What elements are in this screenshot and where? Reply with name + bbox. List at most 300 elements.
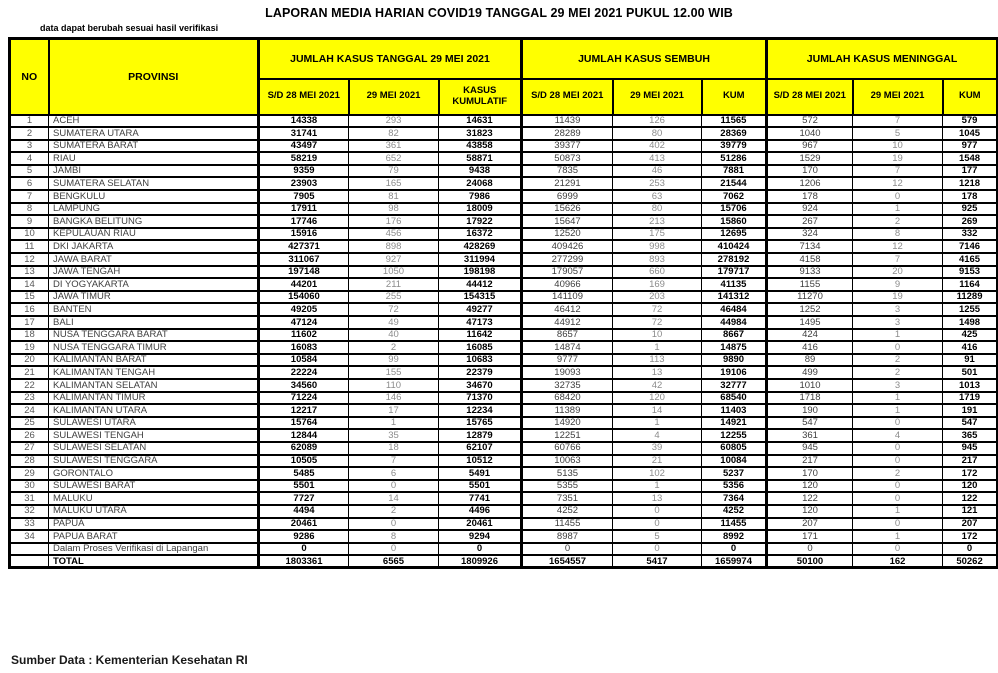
cell-no: 22 <box>10 379 49 392</box>
table-row <box>10 228 998 241</box>
cell-meninggal-baru: 2 <box>853 354 943 367</box>
cell-kasus-baru: 14 <box>349 492 439 505</box>
table-row <box>10 303 998 316</box>
cell-meninggal-sd: 945 <box>767 442 853 455</box>
cell-kasus-sd: 7727 <box>259 492 349 505</box>
table-row <box>10 530 998 543</box>
cell-kasus-sd: 7905 <box>259 190 349 203</box>
cell-kasus-sd: 427371 <box>259 240 349 253</box>
cell-provinsi: NUSA TENGGARA BARAT <box>49 329 259 342</box>
cell-no: 27 <box>10 442 49 455</box>
header-sembuh-sd: S/D 28 MEI 2021 <box>522 79 613 115</box>
cell-meninggal-baru: 12 <box>853 177 943 190</box>
cell-kasus-kumulatif: 62107 <box>439 442 522 455</box>
cell-sembuh-sd: 8657 <box>522 329 613 342</box>
cell-kasus-kumulatif: 31823 <box>439 127 522 140</box>
cell-meninggal-sd: 1155 <box>767 278 853 291</box>
cell-provinsi: LAMPUNG <box>49 203 259 216</box>
cell-meninggal-baru: 0 <box>853 417 943 430</box>
cell-sembuh-sd: 39377 <box>522 140 613 153</box>
cell-sembuh-sd: 44912 <box>522 316 613 329</box>
cell-kasus-baru: 293 <box>349 115 439 128</box>
cell-meninggal-baru: 0 <box>853 480 943 493</box>
cell-kasus-kumulatif: 5501 <box>439 480 522 493</box>
cell-no: 24 <box>10 404 49 417</box>
cell-provinsi: JAMBI <box>49 165 259 178</box>
cell-sembuh-baru: 0 <box>613 543 702 556</box>
cell-kasus-sd: 9286 <box>259 530 349 543</box>
cell-no: 11 <box>10 240 49 253</box>
cell-sembuh-baru: 42 <box>613 379 702 392</box>
cell-sembuh-baru: 13 <box>613 366 702 379</box>
cell-kasus-baru: 155 <box>349 366 439 379</box>
cell-kasus-sd: 11602 <box>259 329 349 342</box>
cell-meninggal-kum: 1218 <box>943 177 998 190</box>
cell-sembuh-sd: 15626 <box>522 203 613 216</box>
cell-no: 33 <box>10 518 49 531</box>
cell-meninggal-sd: 572 <box>767 115 853 128</box>
cell-sembuh-baru: 10 <box>613 329 702 342</box>
cell-kasus-sd: 154060 <box>259 291 349 304</box>
header-kasus-kumulatif: KASUS KUMULATIF <box>439 79 522 115</box>
cell-sembuh-sd: 0 <box>522 543 613 556</box>
cell-meninggal-baru: 20 <box>853 266 943 279</box>
cell-meninggal-baru: 0 <box>853 190 943 203</box>
cell-meninggal-kum: 1255 <box>943 303 998 316</box>
cell-meninggal-sd: 0 <box>767 543 853 556</box>
cell-sembuh-kum: 19106 <box>702 366 767 379</box>
cell-provinsi: SUMATERA UTARA <box>49 127 259 140</box>
table-row <box>10 341 998 354</box>
cell-meninggal-baru: 3 <box>853 303 943 316</box>
cell-meninggal-kum: 91 <box>943 354 998 367</box>
cell-meninggal-baru: 4 <box>853 429 943 442</box>
header-meninggal-sd: S/D 28 MEI 2021 <box>767 79 853 115</box>
cell-meninggal-sd: 9133 <box>767 266 853 279</box>
cell-sembuh-kum: 15860 <box>702 215 767 228</box>
cell-meninggal-baru: 1 <box>853 329 943 342</box>
cell-meninggal-sd: 89 <box>767 354 853 367</box>
table-row <box>10 266 998 279</box>
table-row <box>10 278 998 291</box>
cell-sembuh-sd: 7351 <box>522 492 613 505</box>
cell-no: 3 <box>10 140 49 153</box>
cell-kasus-kumulatif: 198198 <box>439 266 522 279</box>
cell-no <box>10 543 49 556</box>
cell-no: 14 <box>10 278 49 291</box>
cell-kasus-kumulatif: 428269 <box>439 240 522 253</box>
cell-sembuh-sd: 50873 <box>522 152 613 165</box>
cell-no: 10 <box>10 228 49 241</box>
cell-kasus-kumulatif: 9438 <box>439 165 522 178</box>
cell-kasus-baru: 110 <box>349 379 439 392</box>
cell-provinsi: JAWA TENGAH <box>49 266 259 279</box>
cell-provinsi: GORONTALO <box>49 467 259 480</box>
cell-no: 1 <box>10 115 49 128</box>
cell-sembuh-sd: 141109 <box>522 291 613 304</box>
cell-meninggal-kum: 332 <box>943 228 998 241</box>
cell-no: 17 <box>10 316 49 329</box>
cell-meninggal-baru: 19 <box>853 152 943 165</box>
cell-meninggal-sd: 1206 <box>767 177 853 190</box>
cell-kasus-sd: 71224 <box>259 392 349 405</box>
cell-no: 18 <box>10 329 49 342</box>
cell-sembuh-kum: 1659974 <box>702 555 767 568</box>
table-row <box>10 392 998 405</box>
cell-meninggal-sd: 1495 <box>767 316 853 329</box>
cell-kasus-kumulatif: 16085 <box>439 341 522 354</box>
cell-meninggal-baru: 0 <box>853 455 943 468</box>
cell-kasus-sd: 58219 <box>259 152 349 165</box>
cell-sembuh-sd: 277299 <box>522 253 613 266</box>
table-body <box>10 115 998 568</box>
cell-sembuh-sd: 9777 <box>522 354 613 367</box>
cell-kasus-sd: 4494 <box>259 505 349 518</box>
cell-meninggal-kum: 178 <box>943 190 998 203</box>
cell-kasus-sd: 5501 <box>259 480 349 493</box>
cell-provinsi: KALIMANTAN TENGAH <box>49 366 259 379</box>
cell-meninggal-baru: 0 <box>853 518 943 531</box>
cell-kasus-kumulatif: 0 <box>439 543 522 556</box>
cell-sembuh-kum: 11455 <box>702 518 767 531</box>
cell-sembuh-baru: 1 <box>613 417 702 430</box>
cell-sembuh-kum: 9890 <box>702 354 767 367</box>
cell-kasus-sd: 47124 <box>259 316 349 329</box>
cell-sembuh-kum: 12255 <box>702 429 767 442</box>
cell-kasus-baru: 99 <box>349 354 439 367</box>
cell-meninggal-baru: 0 <box>853 492 943 505</box>
cell-kasus-baru: 72 <box>349 303 439 316</box>
cell-meninggal-sd: 416 <box>767 341 853 354</box>
cell-kasus-baru: 1 <box>349 417 439 430</box>
cell-sembuh-kum: 141312 <box>702 291 767 304</box>
cell-meninggal-kum: 4165 <box>943 253 998 266</box>
cell-sembuh-baru: 203 <box>613 291 702 304</box>
cell-kasus-baru: 0 <box>349 480 439 493</box>
cell-sembuh-sd: 68420 <box>522 392 613 405</box>
cell-sembuh-kum: 8667 <box>702 329 767 342</box>
cell-sembuh-sd: 14874 <box>522 341 613 354</box>
cell-meninggal-baru: 3 <box>853 379 943 392</box>
cell-sembuh-kum: 8992 <box>702 530 767 543</box>
cell-sembuh-kum: 11403 <box>702 404 767 417</box>
cell-meninggal-sd: 120 <box>767 480 853 493</box>
cell-sembuh-sd: 60766 <box>522 442 613 455</box>
cell-kasus-sd: 1803361 <box>259 555 349 568</box>
cell-kasus-kumulatif: 10512 <box>439 455 522 468</box>
cell-no: 8 <box>10 203 49 216</box>
cell-sembuh-baru: 72 <box>613 316 702 329</box>
cell-meninggal-kum: 1719 <box>943 392 998 405</box>
cell-sembuh-baru: 80 <box>613 127 702 140</box>
cell-kasus-baru: 18 <box>349 442 439 455</box>
cell-kasus-kumulatif: 17922 <box>439 215 522 228</box>
cell-meninggal-kum: 177 <box>943 165 998 178</box>
cell-sembuh-kum: 7062 <box>702 190 767 203</box>
cell-kasus-baru: 2 <box>349 505 439 518</box>
table-row <box>10 417 998 430</box>
cell-kasus-sd: 15916 <box>259 228 349 241</box>
cell-sembuh-sd: 14920 <box>522 417 613 430</box>
cell-meninggal-sd: 499 <box>767 366 853 379</box>
cell-kasus-sd: 34560 <box>259 379 349 392</box>
cell-sembuh-baru: 253 <box>613 177 702 190</box>
cell-meninggal-sd: 171 <box>767 530 853 543</box>
cell-sembuh-kum: 32777 <box>702 379 767 392</box>
table-row <box>10 404 998 417</box>
cell-no: 25 <box>10 417 49 430</box>
cell-sembuh-baru: 5417 <box>613 555 702 568</box>
cell-kasus-kumulatif: 1809926 <box>439 555 522 568</box>
cell-meninggal-baru: 9 <box>853 278 943 291</box>
cell-provinsi: PAPUA <box>49 518 259 531</box>
cell-sembuh-baru: 120 <box>613 392 702 405</box>
cell-no: 31 <box>10 492 49 505</box>
cell-meninggal-sd: 207 <box>767 518 853 531</box>
cell-meninggal-kum: 1164 <box>943 278 998 291</box>
table-row <box>10 115 998 128</box>
header-meninggal-kum: KUM <box>943 79 998 115</box>
cell-sembuh-kum: 44984 <box>702 316 767 329</box>
cell-kasus-kumulatif: 5491 <box>439 467 522 480</box>
cell-sembuh-baru: 13 <box>613 492 702 505</box>
cell-no: 21 <box>10 366 49 379</box>
header-sembuh-baru: 29 MEI 2021 <box>613 79 702 115</box>
cell-sembuh-baru: 1 <box>613 480 702 493</box>
cell-meninggal-kum: 1045 <box>943 127 998 140</box>
cell-sembuh-baru: 213 <box>613 215 702 228</box>
cell-kasus-sd: 14338 <box>259 115 349 128</box>
cell-no: 9 <box>10 215 49 228</box>
table-row <box>10 165 998 178</box>
header-kasus-sd: S/D 28 MEI 2021 <box>259 79 349 115</box>
cell-meninggal-baru: 7 <box>853 253 943 266</box>
cell-no: 20 <box>10 354 49 367</box>
cell-no: 12 <box>10 253 49 266</box>
cell-kasus-baru: 40 <box>349 329 439 342</box>
cell-meninggal-baru: 1 <box>853 505 943 518</box>
cell-meninggal-baru: 1 <box>853 530 943 543</box>
cell-sembuh-baru: 72 <box>613 303 702 316</box>
cell-sembuh-baru: 113 <box>613 354 702 367</box>
table-row <box>10 203 998 216</box>
cell-provinsi: MALUKU <box>49 492 259 505</box>
cell-kasus-baru: 49 <box>349 316 439 329</box>
cell-sembuh-kum: 46484 <box>702 303 767 316</box>
cell-kasus-baru: 0 <box>349 543 439 556</box>
cell-meninggal-sd: 11270 <box>767 291 853 304</box>
cell-meninggal-baru: 2 <box>853 215 943 228</box>
cell-kasus-kumulatif: 11642 <box>439 329 522 342</box>
cell-no: 28 <box>10 455 49 468</box>
table-row <box>10 455 998 468</box>
cell-sembuh-kum: 28369 <box>702 127 767 140</box>
cell-meninggal-kum: 11289 <box>943 291 998 304</box>
cell-kasus-baru: 927 <box>349 253 439 266</box>
table-row <box>10 215 998 228</box>
cell-meninggal-kum: 945 <box>943 442 998 455</box>
header-meninggal-baru: 29 MEI 2021 <box>853 79 943 115</box>
cell-meninggal-sd: 170 <box>767 165 853 178</box>
cell-sembuh-sd: 11439 <box>522 115 613 128</box>
cell-meninggal-kum: 217 <box>943 455 998 468</box>
cell-sembuh-kum: 51286 <box>702 152 767 165</box>
table-row <box>10 240 998 253</box>
cell-kasus-baru: 146 <box>349 392 439 405</box>
cell-kasus-sd: 44201 <box>259 278 349 291</box>
cell-provinsi: KALIMANTAN BARAT <box>49 354 259 367</box>
cell-meninggal-sd: 7134 <box>767 240 853 253</box>
cell-meninggal-baru: 0 <box>853 543 943 556</box>
cell-meninggal-kum: 977 <box>943 140 998 153</box>
cell-kasus-kumulatif: 44412 <box>439 278 522 291</box>
cell-provinsi: JAWA BARAT <box>49 253 259 266</box>
cell-kasus-kumulatif: 4496 <box>439 505 522 518</box>
table-row <box>10 253 998 266</box>
cell-provinsi: Dalam Proses Verifikasi di Lapangan <box>49 543 259 556</box>
cell-kasus-sd: 20461 <box>259 518 349 531</box>
cell-kasus-baru: 98 <box>349 203 439 216</box>
cell-kasus-sd: 12217 <box>259 404 349 417</box>
cell-provinsi: SULAWESI TENGAH <box>49 429 259 442</box>
cell-kasus-baru: 176 <box>349 215 439 228</box>
cell-sembuh-sd: 46412 <box>522 303 613 316</box>
cell-kasus-kumulatif: 12234 <box>439 404 522 417</box>
cell-provinsi: PAPUA BARAT <box>49 530 259 543</box>
cell-no: 2 <box>10 127 49 140</box>
cell-no <box>10 555 49 568</box>
cell-kasus-kumulatif: 43858 <box>439 140 522 153</box>
cell-sembuh-baru: 1 <box>613 341 702 354</box>
cell-provinsi: SULAWESI BARAT <box>49 480 259 493</box>
cell-kasus-baru: 0 <box>349 518 439 531</box>
cell-sembuh-kum: 4252 <box>702 505 767 518</box>
cell-meninggal-kum: 9153 <box>943 266 998 279</box>
cell-kasus-sd: 311067 <box>259 253 349 266</box>
cell-sembuh-sd: 5135 <box>522 467 613 480</box>
cell-no: 26 <box>10 429 49 442</box>
cell-kasus-kumulatif: 7986 <box>439 190 522 203</box>
cell-sembuh-baru: 0 <box>613 505 702 518</box>
cell-sembuh-sd: 1654557 <box>522 555 613 568</box>
cell-sembuh-kum: 14875 <box>702 341 767 354</box>
table-row <box>10 480 998 493</box>
cell-sembuh-kum: 60805 <box>702 442 767 455</box>
cell-sembuh-baru: 80 <box>613 203 702 216</box>
cell-no: 6 <box>10 177 49 190</box>
cell-sembuh-sd: 12520 <box>522 228 613 241</box>
cell-sembuh-baru: 39 <box>613 442 702 455</box>
cell-meninggal-kum: 172 <box>943 530 998 543</box>
cell-meninggal-baru: 1 <box>853 392 943 405</box>
cell-meninggal-baru: 162 <box>853 555 943 568</box>
cell-sembuh-kum: 14921 <box>702 417 767 430</box>
cell-sembuh-sd: 5355 <box>522 480 613 493</box>
cell-provinsi: KALIMANTAN SELATAN <box>49 379 259 392</box>
cell-kasus-sd: 17746 <box>259 215 349 228</box>
cell-kasus-sd: 49205 <box>259 303 349 316</box>
cell-kasus-baru: 211 <box>349 278 439 291</box>
cell-kasus-sd: 23903 <box>259 177 349 190</box>
cell-kasus-baru: 165 <box>349 177 439 190</box>
cell-provinsi: SULAWESI TENGGARA <box>49 455 259 468</box>
cell-kasus-sd: 22224 <box>259 366 349 379</box>
cell-kasus-kumulatif: 16372 <box>439 228 522 241</box>
cell-sembuh-kum: 15706 <box>702 203 767 216</box>
cell-meninggal-kum: 0 <box>943 543 998 556</box>
cell-meninggal-kum: 1548 <box>943 152 998 165</box>
table-row <box>10 177 998 190</box>
cell-kasus-kumulatif: 24068 <box>439 177 522 190</box>
cell-provinsi: BANGKA BELITUNG <box>49 215 259 228</box>
total-row <box>10 555 998 568</box>
cell-provinsi: BALI <box>49 316 259 329</box>
cell-meninggal-sd: 1040 <box>767 127 853 140</box>
cell-provinsi: TOTAL <box>49 555 259 568</box>
cell-kasus-baru: 8 <box>349 530 439 543</box>
cell-provinsi: BANTEN <box>49 303 259 316</box>
cell-kasus-sd: 16083 <box>259 341 349 354</box>
cell-kasus-sd: 197148 <box>259 266 349 279</box>
header-sembuh-kum: KUM <box>702 79 767 115</box>
cell-meninggal-sd: 170 <box>767 467 853 480</box>
cell-kasus-kumulatif: 58871 <box>439 152 522 165</box>
cell-sembuh-kum: 5237 <box>702 467 767 480</box>
cell-meninggal-kum: 1013 <box>943 379 998 392</box>
cell-meninggal-sd: 1252 <box>767 303 853 316</box>
cell-kasus-sd: 10505 <box>259 455 349 468</box>
table-row <box>10 152 998 165</box>
cell-sembuh-sd: 11455 <box>522 518 613 531</box>
cell-meninggal-sd: 547 <box>767 417 853 430</box>
cell-sembuh-sd: 15647 <box>522 215 613 228</box>
cell-meninggal-sd: 4158 <box>767 253 853 266</box>
cell-kasus-baru: 255 <box>349 291 439 304</box>
cell-no: 32 <box>10 505 49 518</box>
table-row <box>10 492 998 505</box>
cell-provinsi: RIAU <box>49 152 259 165</box>
cell-sembuh-baru: 14 <box>613 404 702 417</box>
table-header <box>10 39 998 115</box>
cell-sembuh-kum: 11565 <box>702 115 767 128</box>
cell-kasus-kumulatif: 49277 <box>439 303 522 316</box>
cell-meninggal-kum: 7146 <box>943 240 998 253</box>
cell-sembuh-baru: 63 <box>613 190 702 203</box>
cell-kasus-baru: 6 <box>349 467 439 480</box>
cell-meninggal-baru: 0 <box>853 442 943 455</box>
cell-sembuh-kum: 12695 <box>702 228 767 241</box>
cell-no: 34 <box>10 530 49 543</box>
cell-kasus-baru: 17 <box>349 404 439 417</box>
cell-meninggal-baru: 1 <box>853 404 943 417</box>
cell-no: 13 <box>10 266 49 279</box>
cell-sembuh-baru: 5 <box>613 530 702 543</box>
cell-meninggal-sd: 924 <box>767 203 853 216</box>
cell-kasus-sd: 5485 <box>259 467 349 480</box>
cell-sembuh-kum: 68540 <box>702 392 767 405</box>
table-row <box>10 505 998 518</box>
header-group-sembuh: JUMLAH KASUS SEMBUH <box>522 39 767 79</box>
cell-sembuh-sd: 7835 <box>522 165 613 178</box>
cell-sembuh-kum: 41135 <box>702 278 767 291</box>
cell-kasus-sd: 62089 <box>259 442 349 455</box>
cell-sembuh-kum: 7364 <box>702 492 767 505</box>
cell-sembuh-sd: 10063 <box>522 455 613 468</box>
cell-kasus-sd: 0 <box>259 543 349 556</box>
cell-meninggal-sd: 178 <box>767 190 853 203</box>
cell-sembuh-sd: 32735 <box>522 379 613 392</box>
cell-kasus-sd: 31741 <box>259 127 349 140</box>
